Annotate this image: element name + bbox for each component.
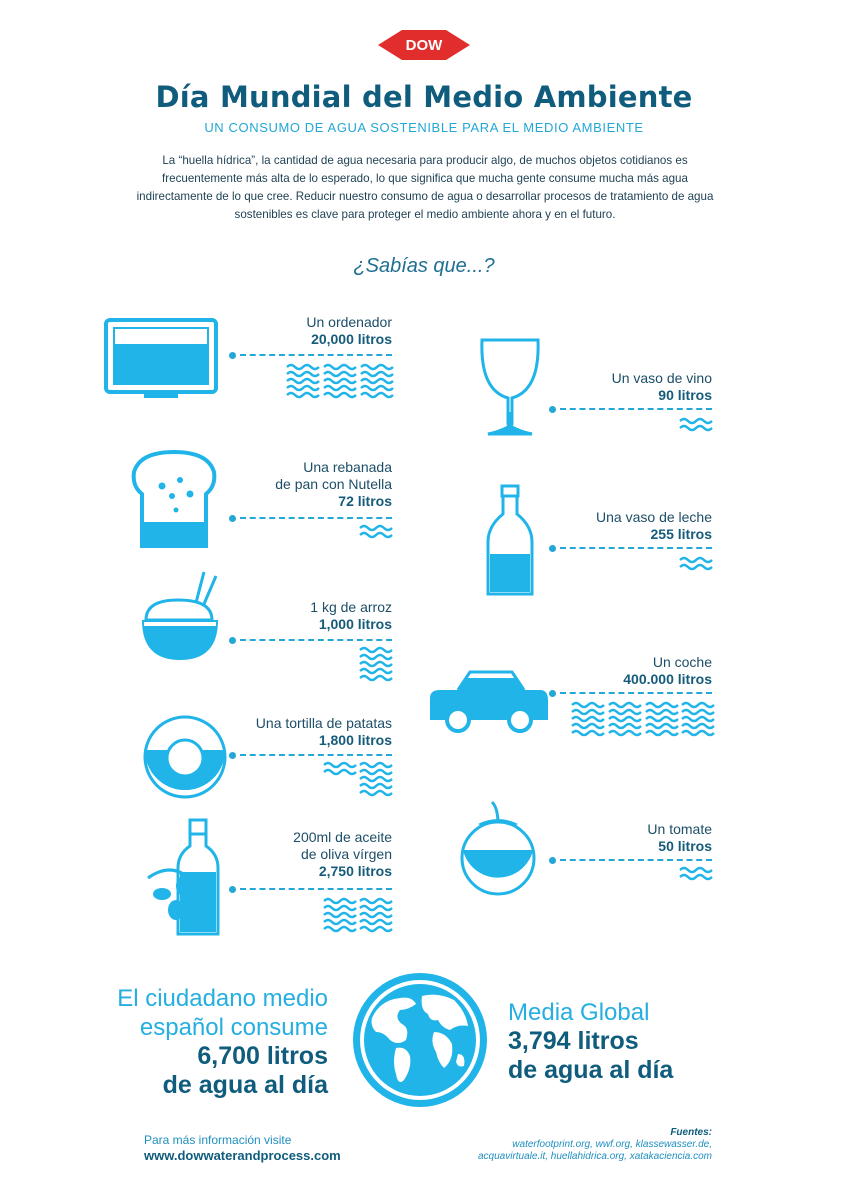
item-tortilla-label: Una tortilla de patatas 1,800 litros — [255, 715, 392, 748]
connector-dot — [229, 352, 236, 359]
page-subtitle: UN CONSUMO DE AGUA SOSTENIBLE PARA EL MEDIO AMBIENTE — [204, 120, 644, 135]
item-wine-label: Un vaso de vino 90 litros — [611, 370, 712, 403]
item-olive-oil-label: 200ml de aceite de oliva vírgen 2,750 litros — [293, 829, 392, 879]
water-waves-icon — [680, 867, 714, 879]
item-car-label: Un coche 400.000 litros — [623, 654, 712, 687]
spain-consumption: El ciudadano medio español consume 6,700 litros de agua al día — [117, 985, 328, 1099]
water-waves-icon — [324, 898, 394, 934]
connector-line — [560, 859, 712, 861]
intro-paragraph: La “huella hídrica”, la cantidad de agua necesaria para producir algo, de muchos objetos cotidianos es frecuentemente más alta de lo esperado, lo que significa que mucha gente consume mucha más agua indirectamente de lo que cree. Reducir nuestro consumo de agua o desarrollar procesos de tratamiento de agua sostenibles es clave para proteger el medio ambiente ahora y en el futuro. — [136, 154, 714, 221]
connector-dot — [229, 886, 236, 893]
connector-line — [240, 754, 392, 756]
connector-dot — [229, 752, 236, 759]
connector-dot — [549, 857, 556, 864]
question-heading: ¿Sabías que...? — [353, 255, 495, 277]
connector-line — [240, 888, 392, 890]
item-milk-label: Una vaso de leche 255 litros — [596, 509, 712, 542]
water-waves-icon — [287, 364, 393, 400]
connector-line — [560, 547, 712, 549]
global-average: Media Global 3,794 litros de agua al día — [508, 999, 674, 1084]
connector-line — [560, 692, 712, 694]
dow-logo — [378, 28, 470, 62]
connector-dot — [229, 637, 236, 644]
website-link[interactable]: www.dowwaterandprocess.com — [144, 1148, 341, 1163]
water-waves-icon — [680, 418, 714, 430]
logo-text: DOW — [405, 37, 443, 54]
connector-line — [240, 517, 392, 519]
water-waves-icon — [360, 647, 394, 683]
sources: Fuentes: waterfootprint.org, wwf.org, klassewasser.de, acquavirtuale.it, huellahidrica.org, xatakaciencia.com — [477, 1127, 712, 1162]
connector-line — [240, 354, 392, 356]
connector-line — [240, 639, 392, 641]
more-info-label: Para más información visite — [144, 1133, 292, 1147]
connector-dot — [549, 545, 556, 552]
connector-dot — [549, 406, 556, 413]
connector-dot — [229, 515, 236, 522]
water-waves-icon — [572, 702, 714, 738]
page-title: Día Mundial del Medio Ambiente — [155, 80, 693, 114]
water-waves-icon — [324, 762, 394, 798]
water-waves-icon — [680, 557, 714, 569]
item-bread-label: Una rebanada de pan con Nutella 72 litros — [275, 459, 392, 509]
globe-icon — [350, 970, 490, 1110]
connector-line — [560, 408, 712, 410]
item-computer-label: Un ordenador 20,000 litros — [306, 314, 392, 347]
item-tomato-label: Un tomate 50 litros — [647, 821, 712, 854]
water-waves-icon — [360, 525, 394, 537]
item-rice-label: 1 kg de arroz 1,000 litros — [310, 599, 392, 632]
connector-dot — [549, 690, 556, 697]
